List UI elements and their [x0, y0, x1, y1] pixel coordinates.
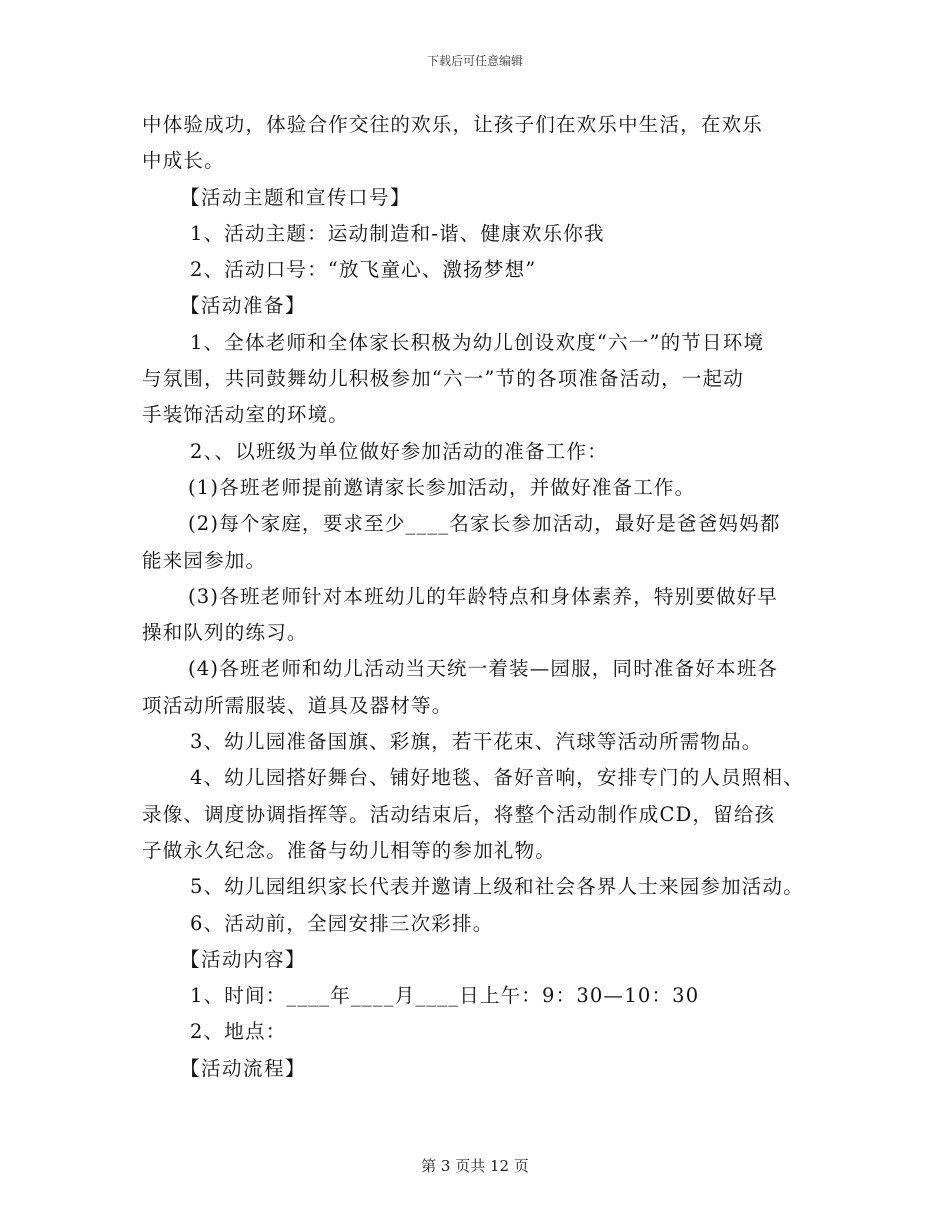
paragraph-line: 6、活动前，全园安排三次彩排。: [190, 911, 494, 935]
section-heading: 【活动内容】: [180, 947, 307, 971]
paragraph-line: 3、幼儿园准备国旗、彩旗，若干花束、汽球等活动所需物品。: [190, 730, 763, 754]
section-heading: 【活动准备】: [180, 294, 307, 318]
paragraph-line: (2)每个家庭，要求至少____名家长参加活动，最好是爸爸妈妈都: [188, 512, 781, 536]
paragraph-line: 1、全体老师和全体家长积极为幼儿创设欢度“六一”的节日环境: [190, 330, 765, 354]
paragraph-line: 子做永久纪念。准备与幼儿相等的参加礼物。: [142, 838, 557, 862]
paragraph-line: 中体验成功，体验合作交往的欢乐，让孩子们在欢乐中生活，在欢乐: [142, 113, 764, 136]
section-heading: 【活动流程】: [180, 1056, 307, 1080]
paragraph-line: 能来园参加。: [142, 548, 267, 572]
paragraph-line: 录像、调度协调指挥等。活动结束后，将整个活动制作成CD，留给孩: [142, 802, 776, 826]
page-footer: 第 3 页共 12 页: [421, 1157, 529, 1175]
section-heading: 【活动主题和宣传口号】: [180, 185, 412, 209]
paragraph-line: 2、活动口号：“放飞童心、激扬梦想”: [190, 258, 537, 282]
paragraph-line: 中成长。: [142, 149, 225, 173]
paragraph-line: 手装饰活动室的环境。: [142, 403, 350, 427]
paragraph-line: 1、活动主题：运动制造和-谐、健康欢乐你我: [190, 221, 605, 245]
paragraph-line: 5、幼儿园组织家长代表并邀请上级和社会各界人士来园参加活动。: [190, 875, 804, 899]
paragraph-line: 与氛围，共同鼓舞幼儿积极参加“六一”节的各项准备活动，一起动: [142, 367, 744, 391]
paragraph-line: (4)各班老师和幼儿活动当天统一着装—园服，同时准备好本班各: [188, 657, 779, 681]
paragraph-line: 4、幼儿园搭好舞台、铺好地毯、备好音响，安排专门的人员照相、: [190, 766, 804, 790]
paragraph-line: 1、时间：____年____月____日上午：9：30—10：30: [190, 984, 700, 1008]
paragraph-line: 2、、以班级为单位做好参加活动的准备工作：: [190, 439, 608, 463]
paragraph-line: 操和队列的练习。: [142, 621, 308, 645]
page-header: 下载后可任意编辑: [426, 54, 523, 68]
paragraph-line: (1)各班老师提前邀请家长参加活动，并做好准备工作。: [188, 475, 696, 499]
paragraph-line: 项活动所需服装、道具及器材等。: [142, 693, 453, 717]
paragraph-line: 2、地点：: [190, 1020, 287, 1044]
document-body: [142, 107, 832, 1087]
paragraph-line: (3)各班老师针对本班幼儿的年龄特点和身体素养，特别要做好早: [188, 584, 779, 608]
